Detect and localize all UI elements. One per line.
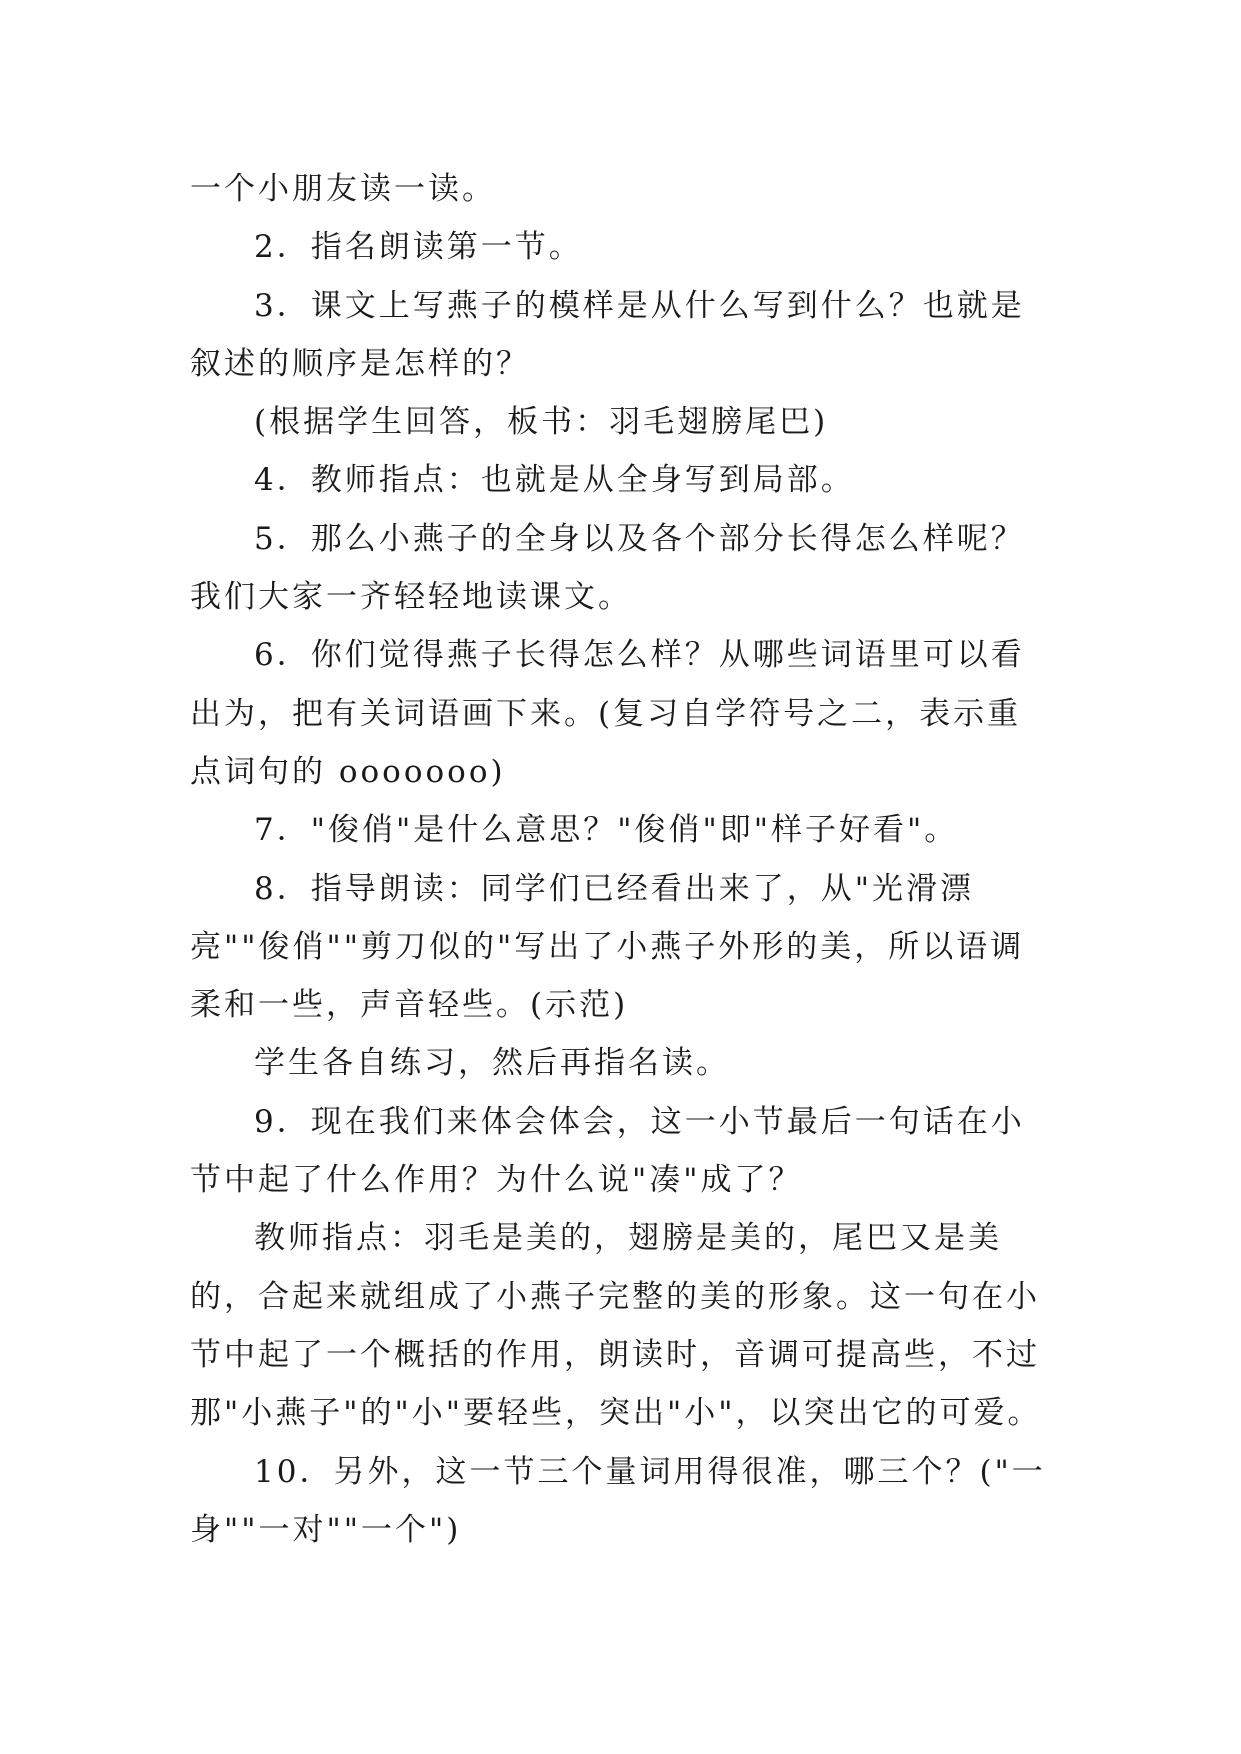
paragraph-9: 8．指导朗读：同学们已经看出来了，从"光滑漂亮""俊俏""剪刀似的"写出了小燕子外形的美，所以语调柔和一些，声音轻些。(示范) [190,870,1025,1024]
paragraph-8: 7．"俊俏"是什么意思？"俊俏"即"样子好看"。 [254,812,959,849]
paragraph-13: 10．另外，这一节三个量词用得很准，哪三个？("一身""一对""一个") [190,1453,1046,1548]
paragraph-1: 一个小朋友读一读。 [190,171,496,207]
paragraph-7: 6．你们觉得燕子长得怎么样？从哪些词语里可以看出为，把有关词语画下来。(复习自学符号之二，表示重点词句的 ooooooo) [190,637,1025,790]
paragraph-6: 5．那么小燕子的全身以及各个部分长得怎么样呢？我们大家一齐轻轻地读课文。 [190,520,1025,616]
paragraph-4: (根据学生回答，板书：羽毛翅膀尾巴) [254,404,829,441]
paragraph-10: 学生各自练习，然后再指名读。 [254,1045,730,1082]
paragraph-2: 2．指名朗读第一节。 [254,229,583,266]
document-body [190,160,1052,1559]
paragraph-12: 教师指点：羽毛是美的，翅膀是美的，尾巴又是美的，合起来就组成了小燕子完整的美的形象。这一句在小节中起了一个概括的作用，朗读时，音调可提高些，不过那"小燕子"的"小"要轻些，突出"小"，以突出它的可爱。 [190,1220,1042,1432]
paragraph-11: 9．现在我们来体会体会，这一小节最后一句话在小节中起了什么作用？为什么说"凑"成了？ [190,1103,1025,1199]
paragraph-3: 3．课文上写燕子的模样是从什么写到什么？也就是叙述的顺序是怎样的？ [190,287,1025,382]
paragraph-5: 4．教师指点：也就是从全身写到局部。 [254,462,855,499]
